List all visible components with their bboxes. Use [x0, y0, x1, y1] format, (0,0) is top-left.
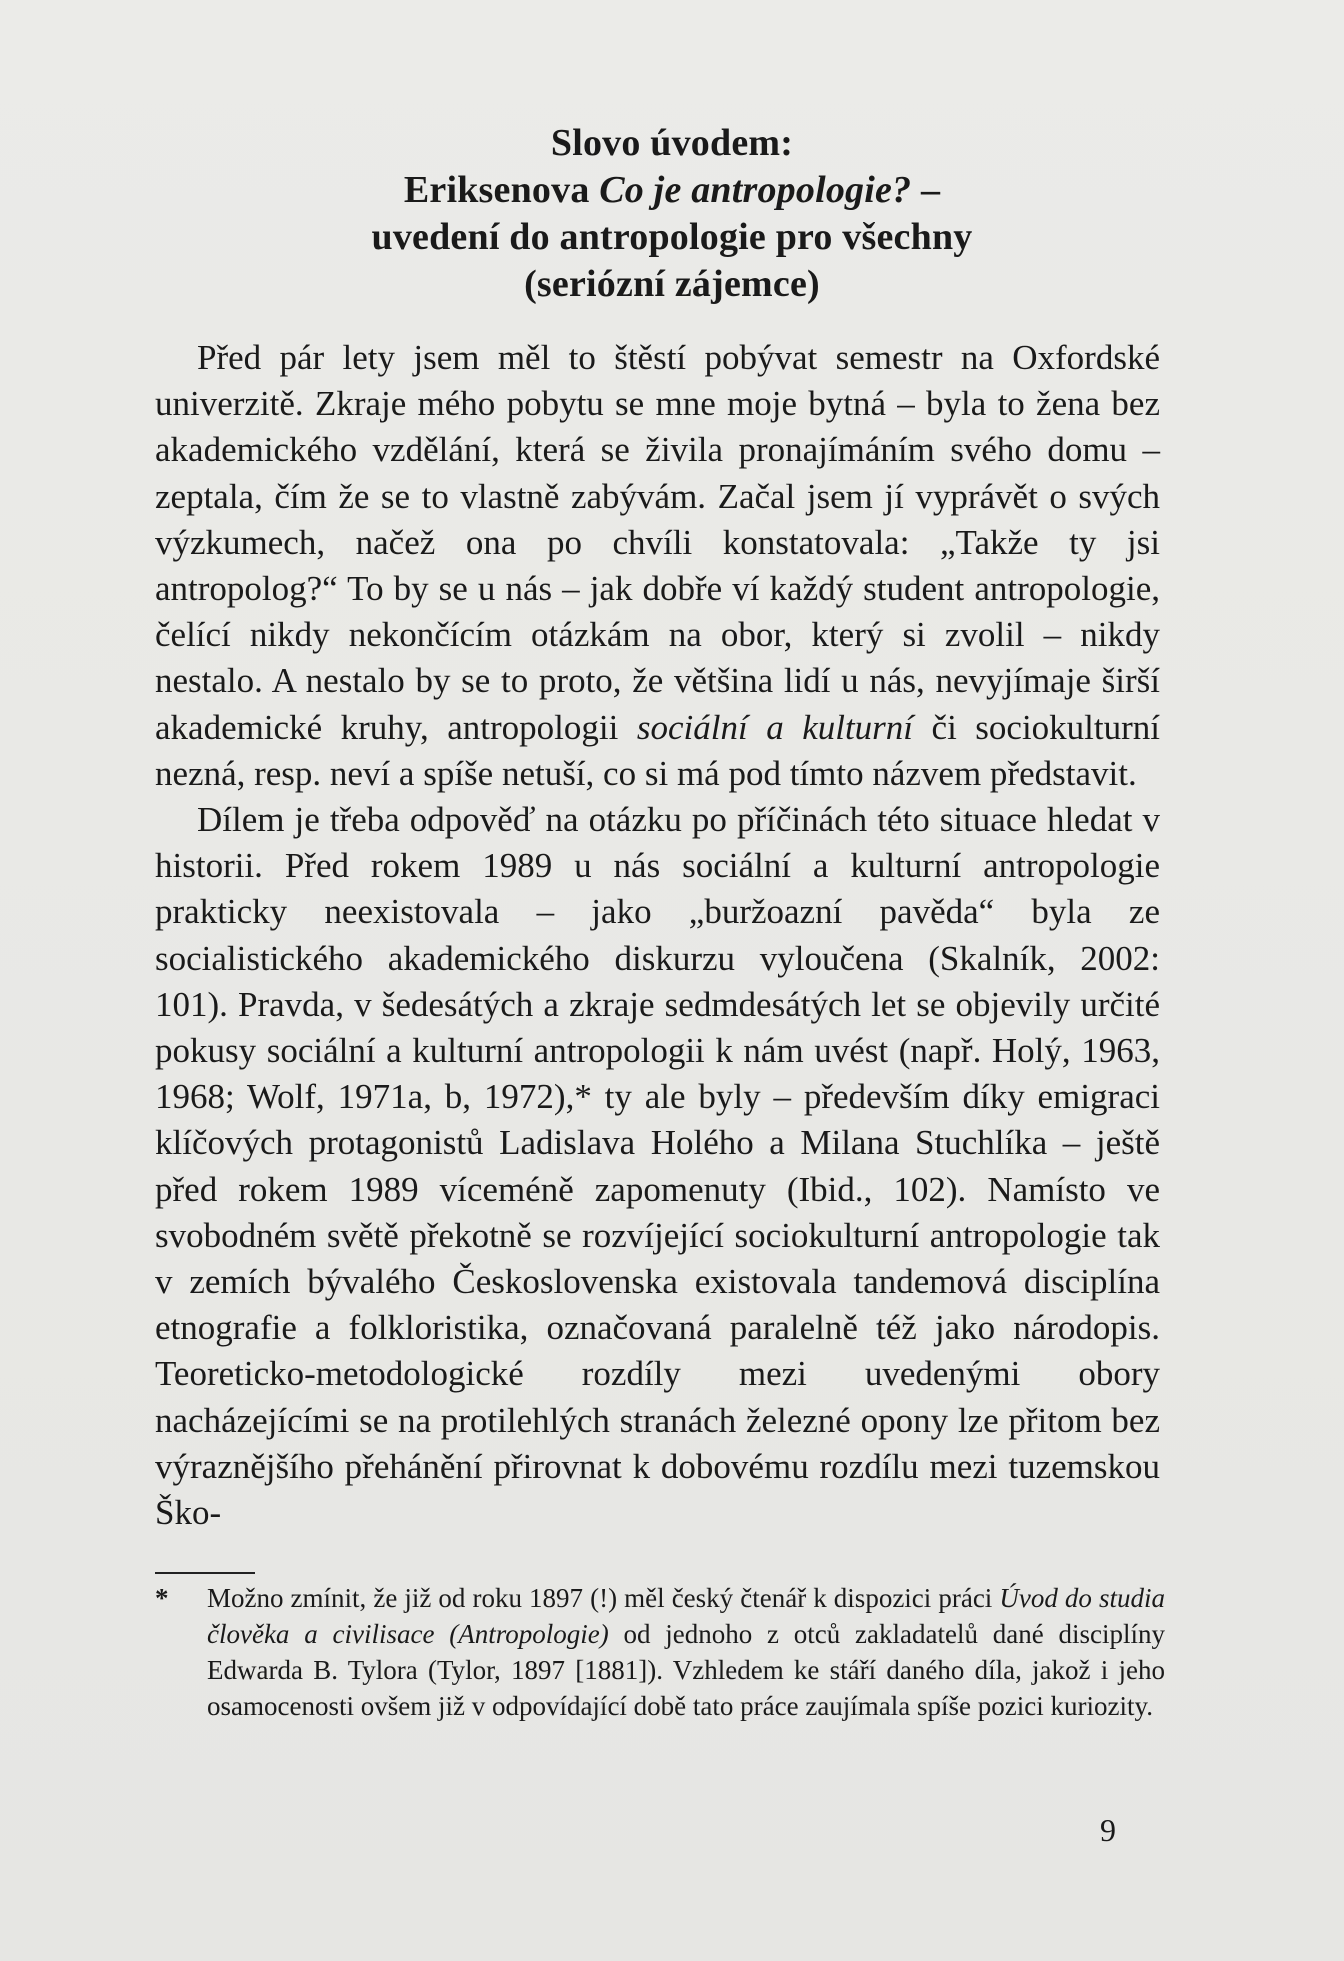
heading-line-2: [150, 167, 1194, 214]
body-text: [155, 335, 1160, 1536]
heading-line-2-pre: Eriksenova: [403, 169, 600, 211]
footnote: [155, 1580, 1165, 1724]
footnote-separator: [155, 1572, 255, 1574]
page-number: 9: [1100, 1812, 1116, 1848]
footnote-text-a: Možno zmínit, že již od roku 1897 (!) měl český čtenář k dispozici práci: [207, 1583, 1000, 1613]
heading-line-2-post: –: [911, 169, 941, 211]
footnote-marker: *: [155, 1583, 169, 1613]
footnote-book-title: Úvod do studia člověka a civilisace (Antropologie): [207, 1583, 1165, 1649]
paragraph-1-part-b: či sociokulturní nezná, resp. neví a spíše netuší, co si má pod tímto názvem představit.: [155, 707, 1161, 793]
heading-line-3: uvedení do antropologie pro všechny: [371, 216, 973, 258]
paragraph-1: [155, 335, 1160, 797]
heading-line-4: (seriózní zájemce): [524, 263, 820, 305]
heading-line-1: Slovo úvodem:: [550, 122, 794, 164]
paragraph-1-part-a: Před pár lety jsem měl to štěstí pobývat semestr na Oxfordské univerzitě. Zkraje mého pobytu se mne moje bytná – byla to žena bez akademického vzdělání, která se živila pronajímáním svého domu – zeptala, čím že se to vlastně zabývám. Začal jsem jí vyprávět o svých výzkumech, načež ona po chvíli konstatovala: „Takže ty jsi antropolog?“ To by se u nás – jak dobře ví každý student antropologie, čelící nikdy nekončícím otázkám na obor, který si zvolil – nikdy nestalo. A nestalo by se to proto, že většina lidí u nás, nevyjímaje širší akademické kruhy, antropologii: [155, 338, 1160, 747]
chapter-heading: [150, 120, 1194, 308]
paragraph-2: Dílem je třeba odpověď na otázku po příčinách této situace hledat v historii. Před rokem 1989 u nás sociální a kulturní antropologie prakticky neexistovala – jako „buržoazní pavěda“ byla ze socialistického akademického diskurzu vyloučena (Skalník, 2002: 101). Pravda, v šedesátých a zkraje sedmdesátých let se objevily určité pokusy sociální a kulturní antropologii k nám uvést (např. Holý, 1963, 1968; Wolf, 1971a, b, 1972),* ty ale byly – především díky emigraci klíčových protagonistů Ladislava Holého a Milana Stuchlíka – ještě před rokem 1989 víceméně zapomenuty (Ibid., 102). Namísto ve svobodném světě překotně se rozvíjející sociokulturní antropologie tak v zemích bývalého Československa existovala tandemová disciplína etnografie a folkloristika, označovaná paralelně též jako národopis. Teoreticko-metodologické rozdíly mezi uvedenými obory nacházejícími se na protilehlých stranách železné opony lze přitom bez výraznějšího přehánění přirovnat k dobovému rozdílu mezi tuzemskou Ško-: [155, 800, 1160, 1533]
footnote-text: [207, 1580, 1165, 1724]
heading-book-title: Co je antropologie?: [599, 169, 912, 211]
footnote-text-b: od jednoho z otců zakladatelů dané disciplíny Edwarda B. Tylora (Tylor, 1897 [1881]). Vzhledem ke stáří daného díla, jakož i jeho osamocenosti ovšem již v odpovídající době tato práce zaujímala spíše pozici kuriozity.: [207, 1619, 1166, 1721]
paragraph-1-italic: sociální a kulturní: [636, 707, 914, 747]
